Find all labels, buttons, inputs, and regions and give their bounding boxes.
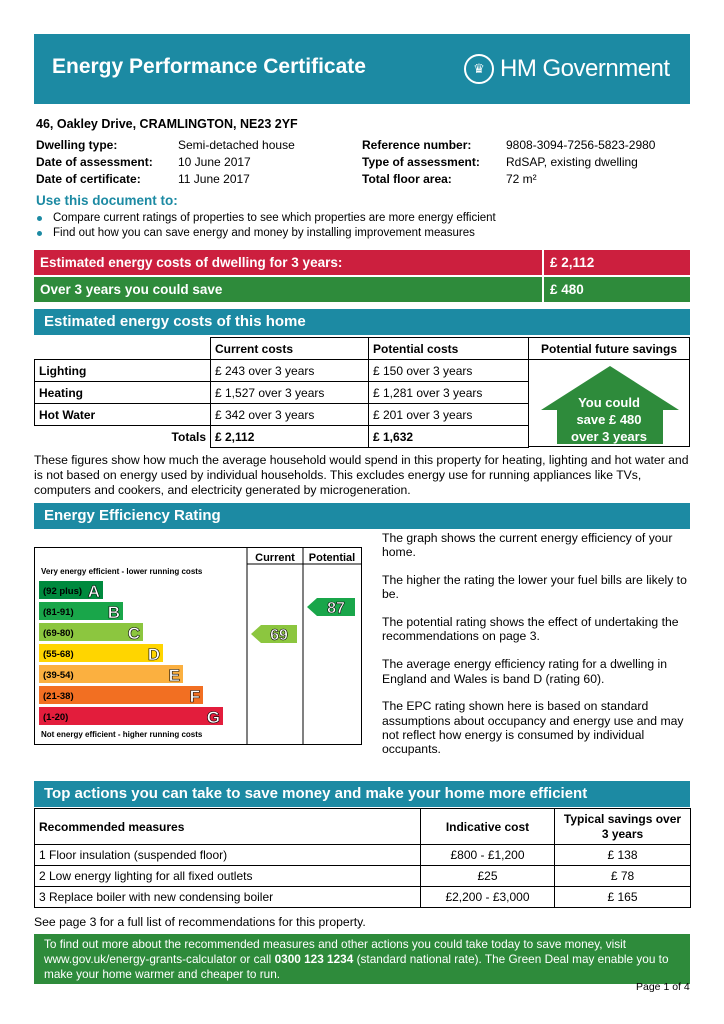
costs-table bbox=[34, 337, 529, 448]
eer-note: The higher the rating the lower your fuel bills are likely to be. bbox=[382, 573, 687, 602]
measure-saving: £ 78 bbox=[555, 866, 691, 887]
totals-current: £ 2,112 bbox=[211, 426, 369, 448]
green-deal-text: To find out more about the recommended measures and other actions you could take today to save money, visit www.gov.uk/energy-grants-calculator or call bbox=[44, 937, 627, 966]
savings-line: save £ 480 bbox=[576, 412, 642, 427]
eer-potential-value: 87 bbox=[327, 600, 345, 617]
eer-top-label: Very energy efficient - lower running costs bbox=[41, 567, 203, 576]
floor-area-label: Total floor area: bbox=[362, 172, 452, 186]
row-current: £ 1,527 over 3 years bbox=[211, 382, 369, 404]
estimated-cost-label: Estimated energy costs of dwelling for 3 years: bbox=[34, 250, 542, 275]
costs-explanation: These figures show how much the average household would spend in this property for heating, lighting and hot water and is not based on energy used by individual households. This excludes energy use for running appliances like TVs, computers and cookers, and electricity generated by microgeneration. bbox=[34, 453, 689, 497]
estimated-cost-bar bbox=[34, 250, 690, 275]
potential-savings-box bbox=[528, 337, 690, 447]
hm-government-label: HM Government bbox=[500, 55, 670, 82]
eer-note: The potential rating shows the effect of undertaking the recommendations on page 3. bbox=[382, 615, 679, 644]
property-address: 46, Oakley Drive, CRAMLINGTON, NE23 2YF bbox=[36, 117, 298, 131]
measure-cost: £2,200 - £3,000 bbox=[421, 887, 555, 908]
savings-house-text bbox=[541, 394, 677, 445]
eer-current-value: 69 bbox=[270, 627, 288, 644]
row-current: £ 342 over 3 years bbox=[211, 404, 369, 426]
reference-label: Reference number: bbox=[362, 138, 472, 152]
dwelling-type-value: Semi-detached house bbox=[178, 138, 295, 152]
table-row bbox=[35, 382, 529, 404]
potential-costs-header: Potential costs bbox=[369, 338, 529, 360]
measures-header: Recommended measures bbox=[35, 809, 421, 845]
row-current: £ 243 over 3 years bbox=[211, 360, 369, 382]
dwelling-type-label: Dwelling type: bbox=[36, 138, 118, 152]
eer-band-range: (69-80) bbox=[43, 628, 74, 639]
eer-band-letter: E bbox=[168, 666, 180, 685]
measure-cost: £25 bbox=[421, 866, 555, 887]
eer-band-range: (1-20) bbox=[43, 712, 69, 723]
eer-note: The graph shows the current energy efficiency of your home. bbox=[382, 531, 673, 560]
totals-label: Totals bbox=[171, 429, 206, 444]
green-deal-phone: 0300 123 1234 bbox=[274, 952, 354, 966]
green-deal-box bbox=[34, 934, 690, 984]
savings-line: over 3 years bbox=[571, 429, 647, 444]
floor-area-value: 72 m² bbox=[506, 172, 537, 186]
potential-savings-header: Potential future savings bbox=[529, 338, 689, 360]
eer-notes bbox=[382, 531, 692, 770]
eer-note: The EPC rating shown here is based on standard assumptions about occupancy and energy use and may not reflect how energy is consumed by individual occupants. bbox=[382, 699, 684, 757]
savings-line: You could bbox=[578, 395, 640, 410]
eer-band-letter: F bbox=[189, 687, 200, 706]
eer-chart-svg bbox=[35, 548, 361, 744]
date-assessment-label: Date of assessment: bbox=[36, 155, 153, 169]
eer-band-letter: G bbox=[206, 708, 220, 727]
savings-bar bbox=[34, 277, 690, 302]
actions-section-title: Top actions you can take to save money and make your home more efficient bbox=[34, 781, 690, 807]
row-potential: £ 150 over 3 years bbox=[369, 360, 529, 382]
crest-icon: ♛ bbox=[464, 54, 494, 84]
bullet-item: Compare current ratings of properties to see which properties are more energy efficient bbox=[36, 211, 496, 226]
see-page-note: See page 3 for a full list of recommendations for this property. bbox=[34, 915, 366, 929]
certificate-header bbox=[34, 34, 690, 104]
eer-band-letter: A bbox=[87, 582, 100, 601]
current-costs-header: Current costs bbox=[211, 338, 369, 360]
eer-potential-header: Potential bbox=[308, 552, 356, 564]
table-row bbox=[35, 404, 529, 426]
measure-name: 2 Low energy lighting for all fixed outlets bbox=[35, 866, 421, 887]
eer-section-title: Energy Efficiency Rating bbox=[34, 503, 690, 529]
date-certificate-label: Date of certificate: bbox=[36, 172, 141, 186]
table-row bbox=[35, 866, 691, 887]
eer-band-letter: B bbox=[107, 603, 120, 622]
table-row bbox=[35, 845, 691, 866]
savings-value: £ 480 bbox=[544, 277, 690, 302]
totals-row bbox=[35, 426, 529, 448]
eer-band-letter: D bbox=[147, 645, 160, 664]
eer-band-range: (21-38) bbox=[43, 691, 74, 702]
table-row bbox=[35, 887, 691, 908]
eer-band-range: (92 plus) bbox=[43, 586, 83, 597]
bullet-item: Find out how you can save energy and money by installing improvement measures bbox=[36, 226, 496, 241]
hm-government-logo bbox=[464, 52, 670, 86]
page-title: Energy Performance Certificate bbox=[52, 55, 366, 78]
savings-label: Over 3 years you could save bbox=[34, 277, 542, 302]
row-name: Lighting bbox=[35, 360, 211, 382]
date-assessment-value: 10 June 2017 bbox=[178, 155, 251, 169]
totals-potential: £ 1,632 bbox=[369, 426, 529, 448]
measure-saving: £ 165 bbox=[555, 887, 691, 908]
row-name: Heating bbox=[35, 382, 211, 404]
eer-band-range: (81-91) bbox=[43, 607, 74, 618]
measure-name: 3 Replace boiler with new condensing boiler bbox=[35, 887, 421, 908]
use-bullets bbox=[36, 211, 496, 241]
measure-cost: £800 - £1,200 bbox=[421, 845, 555, 866]
costs-section-title: Estimated energy costs of this home bbox=[34, 309, 690, 335]
table-row bbox=[35, 360, 529, 382]
savings-header: Typical savings over 3 years bbox=[555, 809, 691, 845]
measure-name: 1 Floor insulation (suspended floor) bbox=[35, 845, 421, 866]
green-deal-text: (standard national rate). The Green Deal may enable you to make your home warmer and cheaper to run. bbox=[44, 952, 669, 981]
eer-current-header: Current bbox=[255, 552, 295, 564]
eer-band-range: (39-54) bbox=[43, 670, 74, 681]
eer-band-letter: C bbox=[127, 624, 140, 643]
use-document-title: Use this document to: bbox=[36, 193, 178, 208]
cost-header: Indicative cost bbox=[421, 809, 555, 845]
estimated-cost-value: £ 2,112 bbox=[544, 250, 690, 275]
row-potential: £ 1,281 over 3 years bbox=[369, 382, 529, 404]
measure-saving: £ 138 bbox=[555, 845, 691, 866]
table-header-row bbox=[35, 809, 691, 845]
eer-note: The average energy efficiency rating for a dwelling in England and Wales is band D (rating 60). bbox=[382, 657, 667, 686]
table-header-row bbox=[35, 338, 529, 360]
reference-value: 9808-3094-7256-5823-2980 bbox=[506, 138, 656, 152]
eer-bottom-label: Not energy efficient - higher running costs bbox=[41, 730, 203, 739]
row-potential: £ 201 over 3 years bbox=[369, 404, 529, 426]
page-number: Page 1 of 4 bbox=[636, 981, 690, 993]
assessment-type-label: Type of assessment: bbox=[362, 155, 480, 169]
eer-band-range: (55-68) bbox=[43, 649, 74, 660]
assessment-type-value: RdSAP, existing dwelling bbox=[506, 155, 638, 169]
date-certificate-value: 11 June 2017 bbox=[178, 172, 250, 186]
row-name: Hot Water bbox=[35, 404, 211, 426]
recommendations-table bbox=[34, 808, 691, 908]
eer-chart bbox=[34, 547, 362, 745]
